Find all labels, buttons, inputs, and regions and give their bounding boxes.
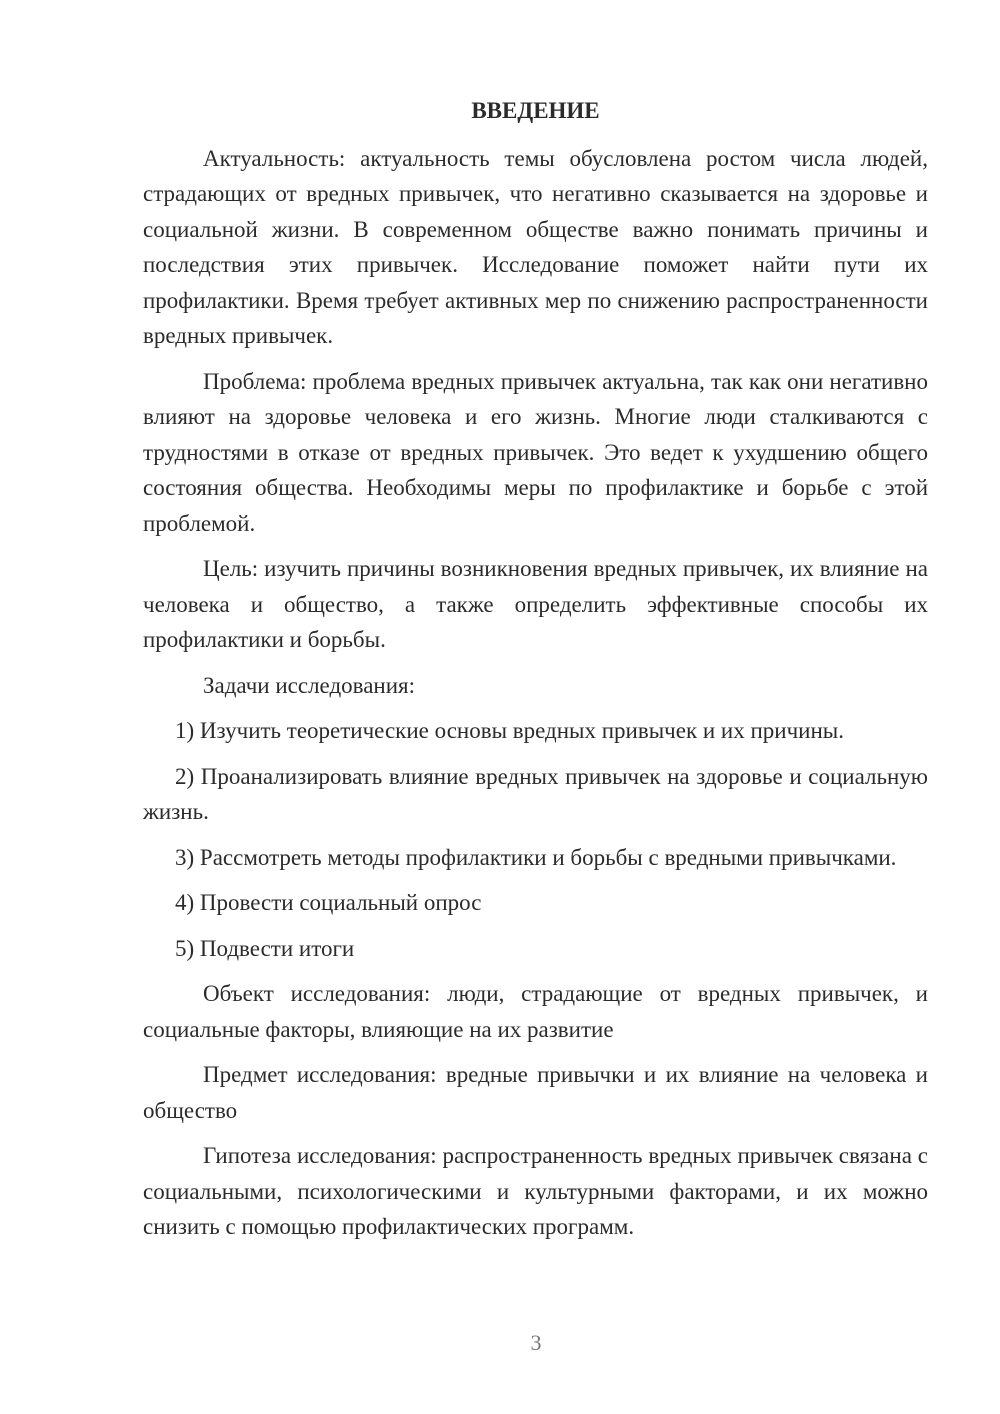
task-item-3: 3) Рассмотреть методы профилактики и борьбы с вредными привычками. [175, 844, 897, 870]
task-item-5: 5) Подвести итоги [175, 935, 355, 961]
paragraph-subject: Предмет исследования: вредные привычки и их влияние на человека и общество [143, 1062, 928, 1123]
page-content [143, 93, 928, 1255]
task-item-2: 2) Проанализировать влияние вредных привычек на здоровье и социальную жизнь. [143, 763, 928, 824]
paragraph-problem: Проблема: проблема вредных привычек актуальна, так как они негативно влияют на здоровье человека и его жизнь. Многие люди сталкиваются с трудностями в отказе от вредных привычек. Это ведет к ухудшению общего состояния общества. Необходимы меры по профилактике и борьбе с этой проблемой. [143, 368, 928, 536]
paragraph-goal: Цель: изучить причины возникновения вредных привычек, их влияние на человека и общество, а также определить эффективные способы их профилактики и борьбы. [143, 556, 928, 652]
task-item-1: 1) Изучить теоретические основы вредных привычек и их причины. [175, 718, 844, 743]
task-item-4: 4) Провести социальный опрос [175, 890, 482, 915]
paragraph-relevance: Актуальность: актуальность темы обусловлена ростом числа людей, страдающих от вредных привычек, что негативно сказывается на здоровье и социальной жизни. В современном обществе важно понимать причины и последствия этих привычек. Исследование поможет найти пути их профилактики. Время требует активных мер по снижению распространенности вредных привычек. [143, 145, 928, 348]
page-number: 3 [530, 1330, 542, 1355]
paragraph-object: Объект исследования: люди, страдающие от вредных привычек, и социальные факторы, влияющие на их развитие [143, 981, 928, 1042]
paragraph-hypothesis: Гипотеза исследования: распространенность вредных привычек связана с социальными, психологическими и культурными факторами, и их можно снизить с помощью профилактических программ. [143, 1143, 928, 1239]
tasks-heading: Задачи исследования: [203, 672, 416, 698]
page-title: ВВЕДЕНИЕ [471, 98, 600, 123]
